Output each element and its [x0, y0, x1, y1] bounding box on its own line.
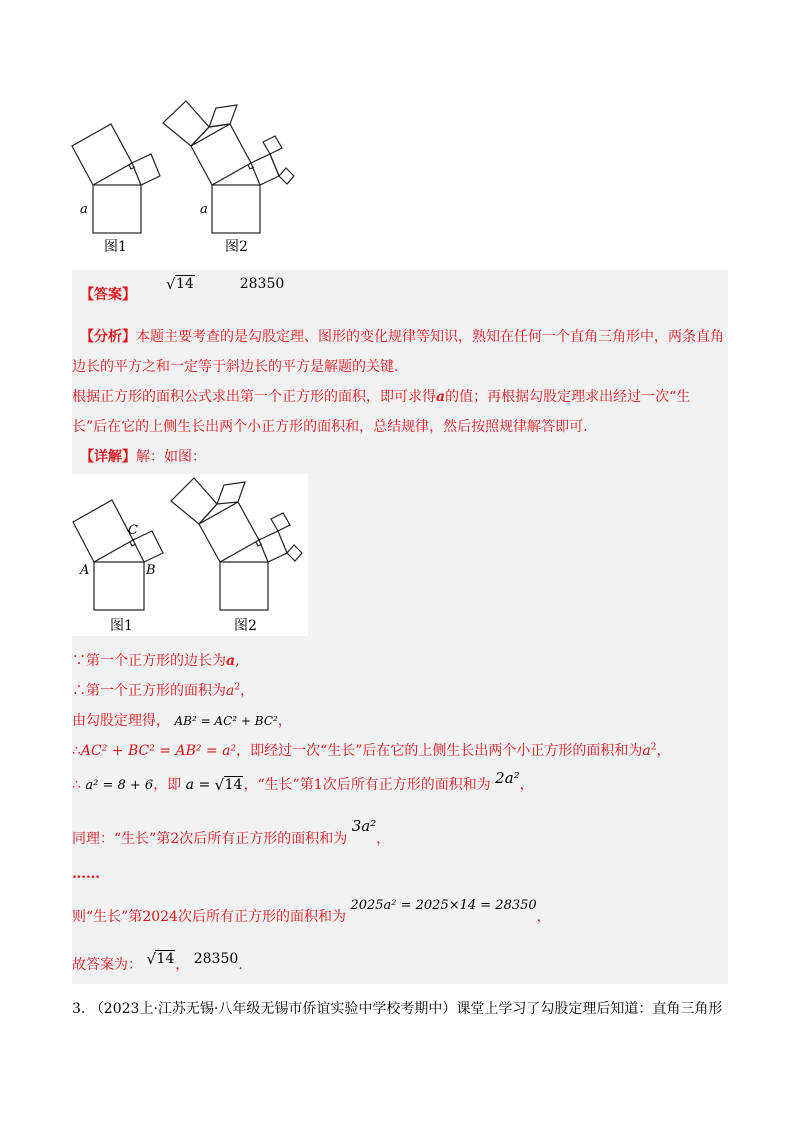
step-8-end: .	[238, 957, 243, 973]
fig2-small-square-a	[263, 136, 282, 154]
step-7	[72, 898, 551, 926]
step-4	[72, 740, 671, 760]
step-8-sep: ，	[175, 957, 190, 973]
label-C: C	[128, 523, 138, 538]
answer-value2: 28350	[239, 276, 285, 292]
ellipsis: ……	[72, 866, 100, 882]
analysis-tag: 【分析】	[80, 329, 136, 345]
answer-sqrt: √ 14	[166, 275, 194, 293]
step-6-num: 2	[170, 831, 180, 847]
step-1-end: ,	[235, 653, 240, 669]
answer-tag: 【答案】	[80, 287, 136, 303]
fig2-caption: 图2	[225, 239, 248, 255]
step-2-sup: 2	[234, 682, 241, 693]
step-3-end: ，	[277, 713, 292, 729]
step-2	[72, 680, 254, 700]
detail-figure	[72, 474, 308, 636]
step-3-formula: AB² = AC² + BC²	[174, 714, 278, 728]
answer-radicand: 14	[176, 276, 194, 292]
step-4-text: ，即经过一次“生长”后在它的上侧生长出两个小正方形的面积和为	[236, 743, 643, 759]
fig2-side-label: a	[200, 202, 208, 217]
fig1-left-square	[72, 124, 132, 185]
step-5-end: ，	[519, 777, 534, 793]
detail-intro-text: 解：如图：	[136, 449, 206, 465]
fig1-caption: 图1	[104, 239, 127, 255]
step-5-formula: a² = 8 + 6	[85, 778, 154, 793]
fig2-small-square-b	[279, 168, 294, 184]
answer-values	[166, 276, 284, 292]
step-8-sqrt: √ 14	[146, 950, 175, 968]
step-7-text-a: 则“生长”第	[72, 909, 143, 925]
step-4-therefore: ∴	[72, 743, 81, 759]
step-5-sqrt: √ 14	[214, 776, 243, 794]
detail-figure-box	[72, 474, 308, 636]
step-2-var: a	[226, 683, 235, 699]
step-4-sup: 2	[650, 742, 657, 753]
step-5-text-c: 次后所有正方形的面积和为	[322, 777, 491, 793]
step-2-end: ，	[240, 683, 255, 699]
next-question	[72, 998, 722, 1018]
step-8-radicand: 14	[156, 951, 175, 967]
label-A: A	[80, 563, 90, 578]
analysis-text-1: 本题主要考查的是勾股定理、图形的变化规律等知识，熟知在任何一个直角三角形中，两条直角	[136, 329, 724, 345]
question-text: （2023上·江苏无锡·八年级无锡市侨谊实验中学校考期中）课堂上学习了勾股定理后知道：直角三角形	[89, 1001, 723, 1017]
detail-intro	[80, 446, 206, 466]
detail-tag: 【详解】	[80, 449, 136, 465]
analysis-line-3	[72, 386, 690, 406]
analysis-line-2: 边长的平方之和一定等于斜边长的平方是解题的关键.	[72, 359, 399, 375]
analysis-text-3a: 根据正方形的面积公式求出第一个正方形的面积，即可求得	[72, 389, 436, 405]
step-7-num: 2024	[142, 909, 178, 925]
step-5-text-b: ，“生长”第	[243, 777, 314, 793]
label-B: B	[146, 563, 156, 578]
fig2-top-square-b	[209, 105, 237, 127]
top-figure	[60, 95, 320, 255]
analysis-line-4: 长”后在它的上侧生长出两个小正方形的面积和，总结规律，然后按照规律解答即可.	[72, 419, 588, 435]
step-5-value: 2a²	[495, 769, 520, 787]
step-7-end: ，	[536, 909, 551, 925]
fig1-base-square	[93, 185, 141, 233]
step-8-text: 故答案为：	[72, 957, 142, 973]
step-6-end: ，	[376, 831, 391, 847]
step-7-formula: 2025a² = 2025×14 = 28350	[350, 898, 537, 913]
step-1-var: a	[226, 653, 236, 669]
step-1-text: ∵第一个正方形的边长为	[72, 653, 226, 669]
answer-line	[80, 284, 136, 304]
analysis-text-3b: 的值；再根据勾股定理求出经过一次“生	[445, 389, 691, 405]
fig1-right-square	[132, 154, 160, 185]
step-5-therefore: ∴	[72, 777, 81, 793]
step-3	[72, 710, 292, 730]
step-4-formula: AC² + BC² = AB² = a²	[80, 743, 237, 759]
step-5-num: 1	[313, 777, 323, 793]
step-4-var: a	[642, 743, 651, 759]
fig2-base-square	[212, 185, 260, 233]
step-7-text-b: 次后所有正方形的面积和为	[177, 909, 346, 925]
analysis-line-1	[80, 326, 724, 346]
fig2-left-square	[191, 124, 251, 185]
step-6-text-b: 次后所有正方形的面积和为	[179, 831, 348, 847]
step-6	[72, 817, 391, 848]
question-number: 3.	[72, 1001, 86, 1017]
step-1	[72, 650, 240, 670]
step-3-text: 由勾股定理得，	[72, 713, 170, 729]
step-5	[72, 769, 534, 794]
step-5-eq: a =	[185, 777, 211, 793]
step-6-value: 3a²	[351, 817, 377, 835]
step-4-end: ，	[656, 743, 671, 759]
fig1-side-label: a	[80, 202, 88, 217]
analysis-var-a: a	[436, 389, 446, 405]
step-5-radicand: 14	[224, 777, 243, 793]
step-8	[72, 950, 243, 974]
fig2-right-square	[251, 154, 279, 185]
step-2-text: ∴第一个正方形的面积为	[72, 683, 226, 699]
detail-caption-2: 图2	[234, 618, 257, 634]
step-8-value: 28350	[193, 951, 239, 967]
step-6-text-a: 同理：“生长”第	[72, 831, 171, 847]
detail-caption-1: 图1	[110, 618, 133, 634]
step-5-text-a: ，即	[153, 777, 182, 793]
